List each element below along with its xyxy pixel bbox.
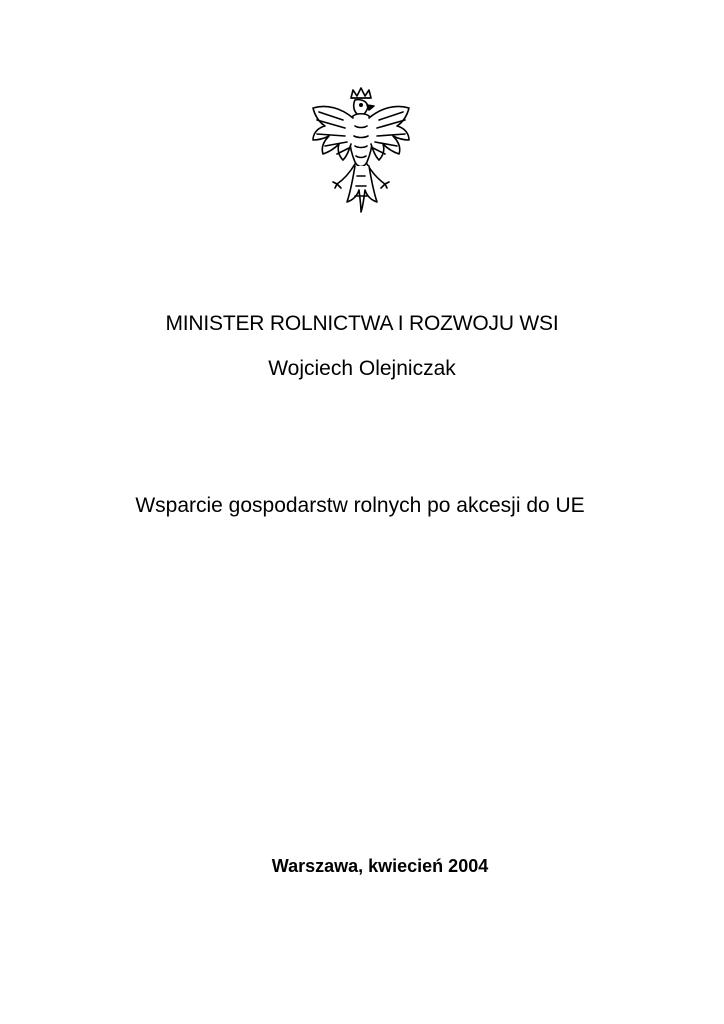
document-title: Wsparcie gospodarstw rolnych po akcesji do UE <box>135 494 585 517</box>
minister-name: Wojciech Olejniczak <box>268 357 456 380</box>
place-date: Warszawa, kwiecień 2004 <box>271 856 489 876</box>
minister-title: MINISTER ROLNICTWA I ROZWOJU WSI <box>165 312 559 335</box>
white-eagle-emblem-icon <box>303 86 419 216</box>
